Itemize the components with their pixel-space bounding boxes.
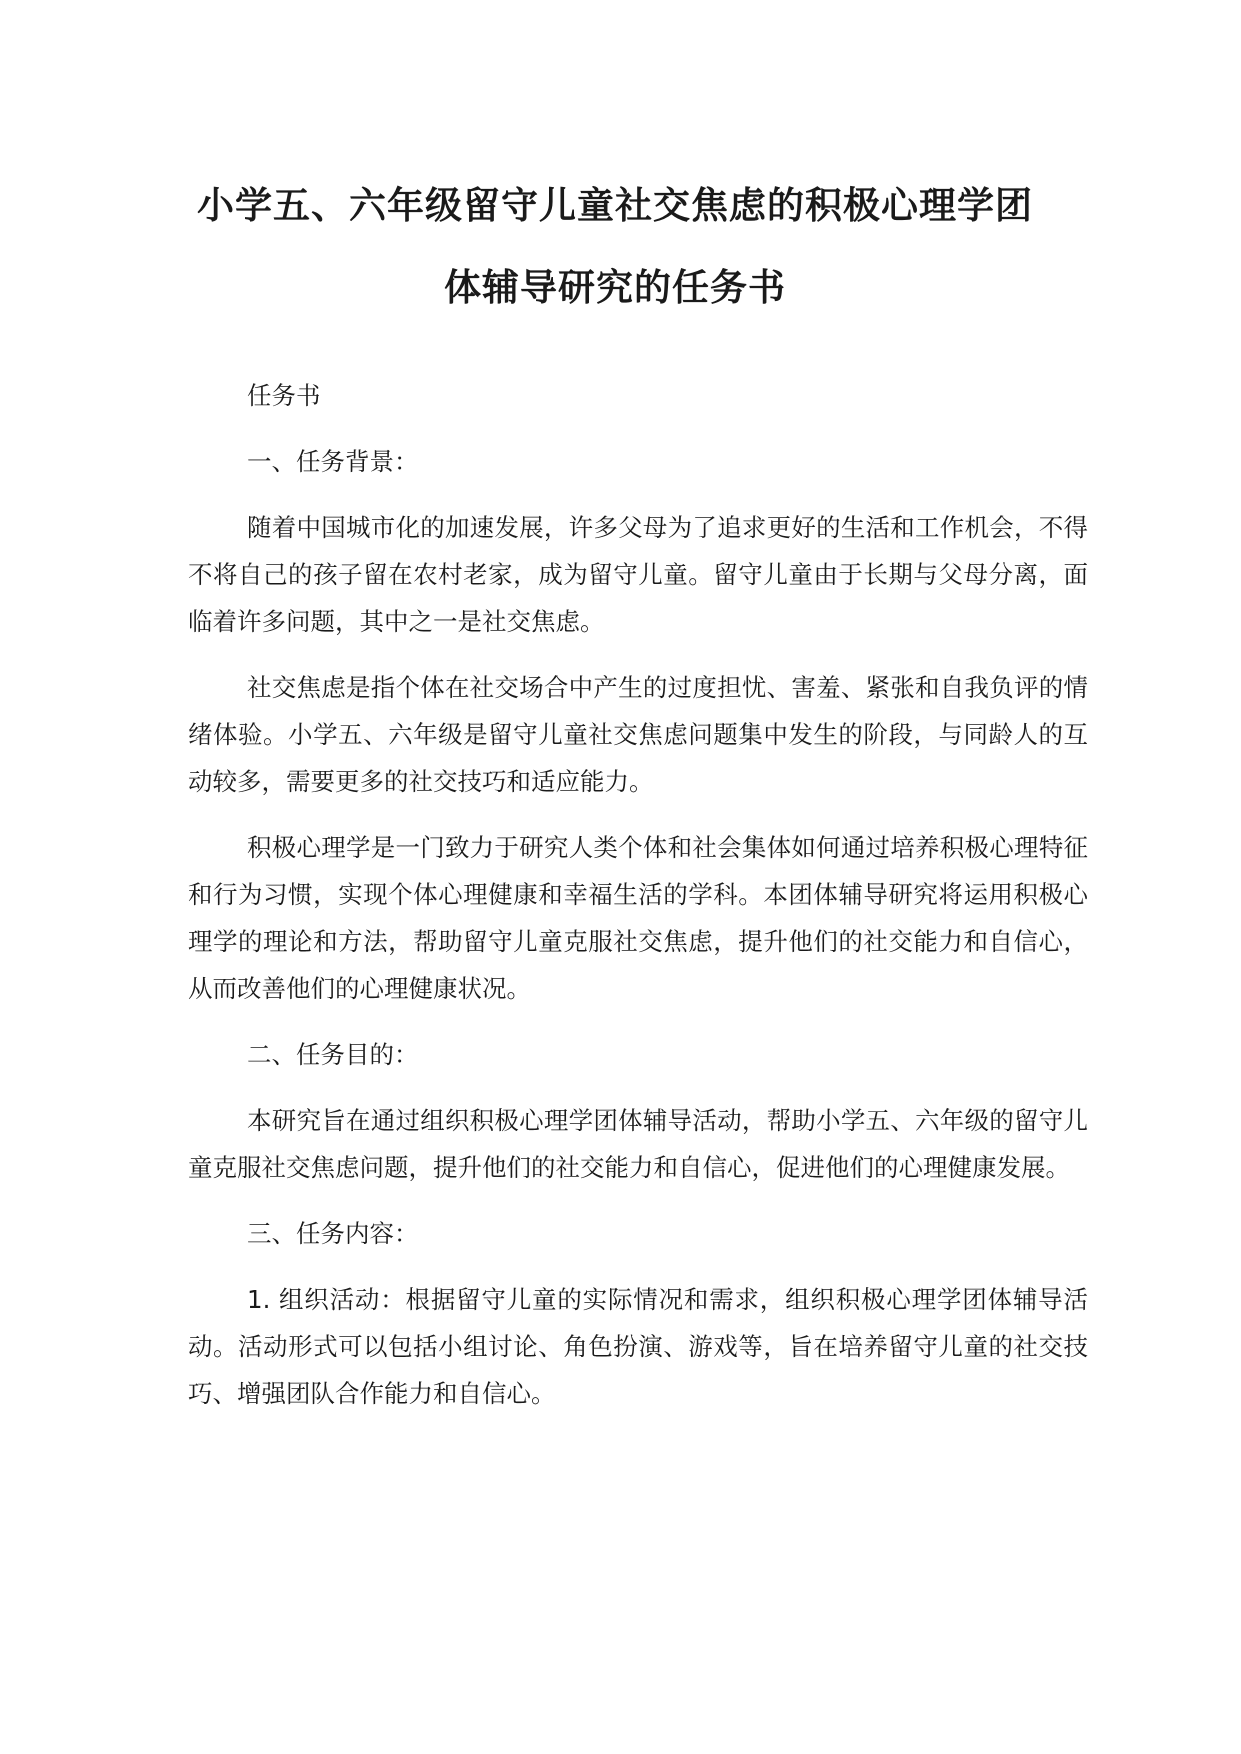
paragraph-background-2: 社交焦虑是指个体在社交场合中产生的过度担忧、害羞、紧张和自我负评的情绪体验。小学五、六年级是留守儿童社交焦虑问题集中发生的阶段，与同龄人的互动较多，需要更多的社交技巧和适应能力。 bbox=[188, 673, 1088, 796]
section-heading-background: 一、任务背景： bbox=[247, 447, 419, 476]
paragraph-background-1: 随着中国城市化的加速发展，许多父母为了追求更好的生活和工作机会，不得不将自己的孩子留在农村老家，成为留守儿童。留守儿童由于长期与父母分离，面临着许多问题，其中之一是社交焦虑。 bbox=[188, 513, 1088, 636]
section-heading-content: 三、任务内容： bbox=[247, 1219, 419, 1248]
section-label: 任务书 bbox=[247, 381, 321, 410]
paragraph-background-3: 积极心理学是一门致力于研究人类个体和社会集体如何通过培养积极心理特征和行为习惯，实现个体心理健康和幸福生活的学科。本团体辅导研究将运用积极心理学的理论和方法，帮助留守儿童克服社交焦虑，提升他们的社交能力和自信心，从而改善他们的心理健康状况。 bbox=[188, 833, 1088, 1003]
paragraph-content-item-1: 1. 组织活动：根据留守儿童的实际情况和需求，组织积极心理学团体辅导活动。活动形式可以包括小组讨论、角色扮演、游戏等，旨在培养留守儿童的社交技巧、增强团队合作能力和自信心。 bbox=[188, 1285, 1088, 1408]
document-title-line-1: 小学五、六年级留守儿童社交焦虑的积极心理学团 bbox=[197, 184, 1033, 227]
document-body bbox=[188, 372, 1088, 1417]
paragraph-purpose: 本研究旨在通过组织积极心理学团体辅导活动，帮助小学五、六年级的留守儿童克服社交焦虑问题，提升他们的社交能力和自信心，促进他们的心理健康发展。 bbox=[188, 1106, 1088, 1182]
document-title-line-2: 体辅导研究的任务书 bbox=[444, 266, 786, 309]
section-heading-purpose: 二、任务目的： bbox=[247, 1040, 419, 1069]
